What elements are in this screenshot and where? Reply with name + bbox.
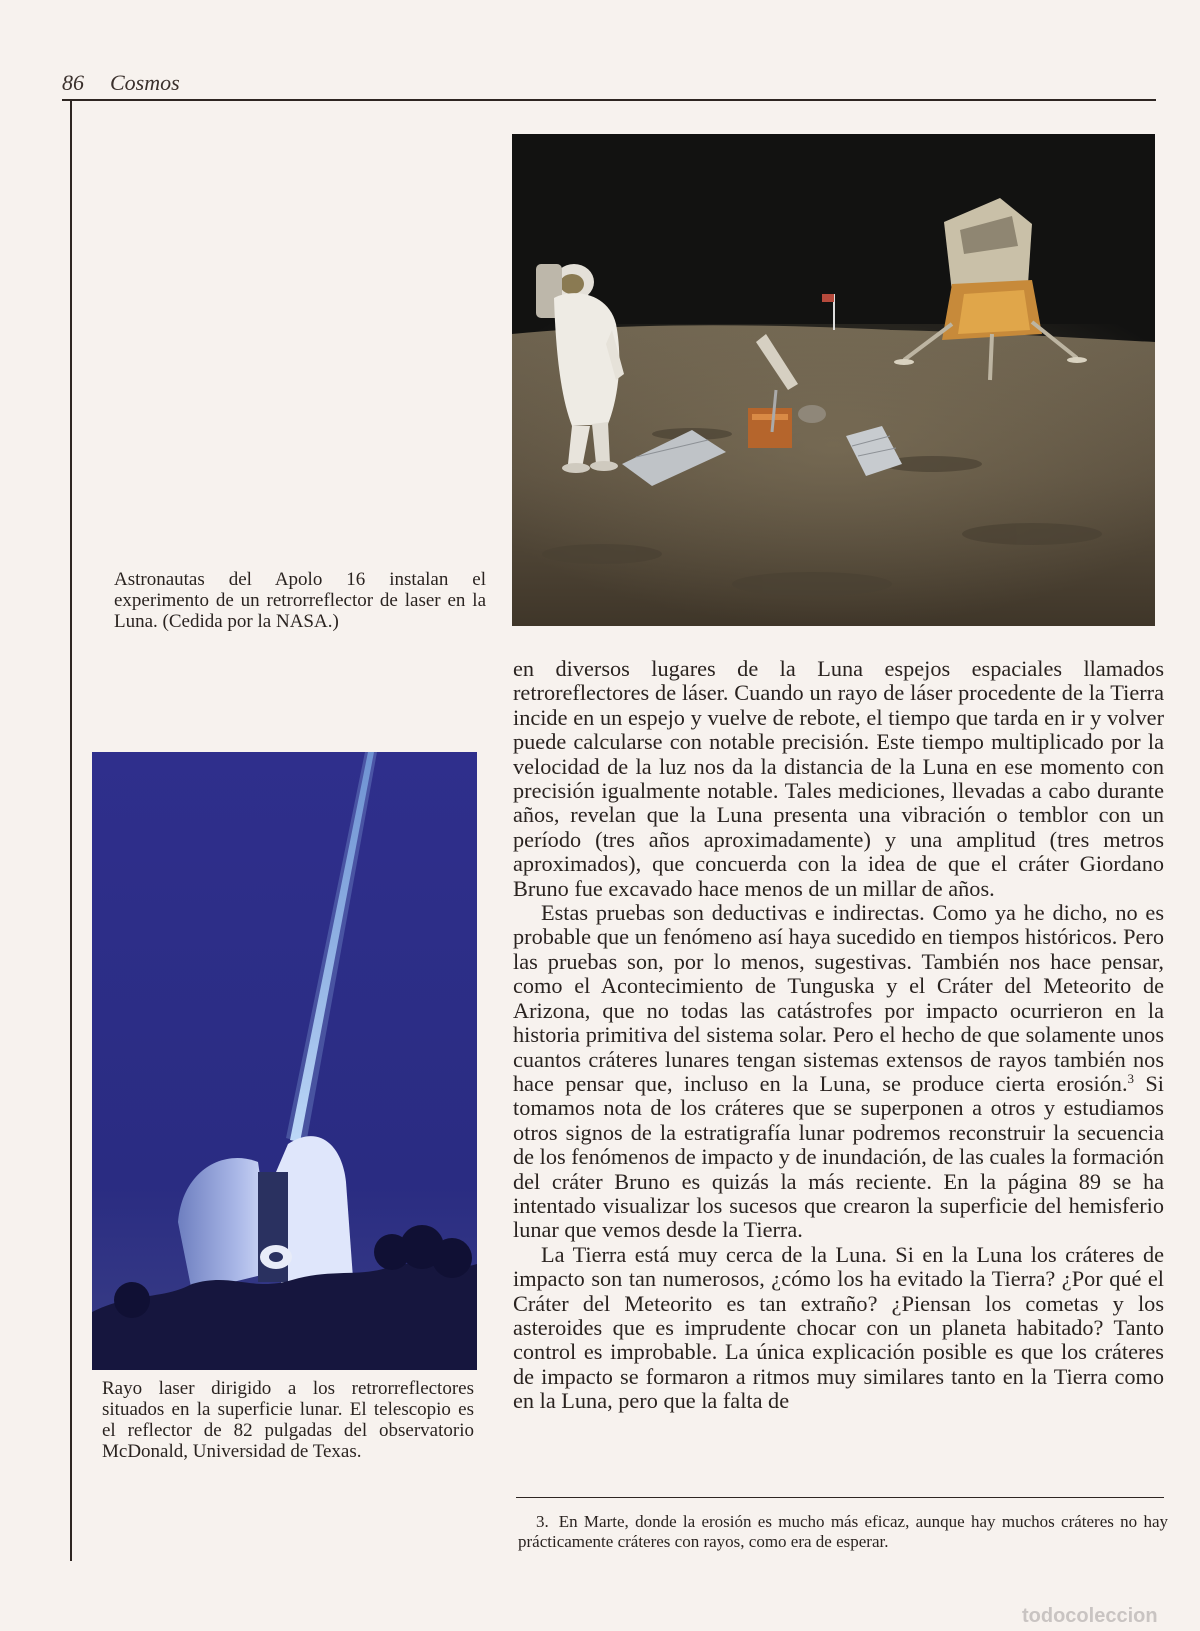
- laser-photo-caption: [102, 1378, 474, 1462]
- laser-caption-text: Rayo laser dirigido a los retrorreflectores situados en la superficie lunar. El telescopio es el reflector de 82 pulgadas del observatorio McDonald, Universidad de Texas.: [102, 1378, 474, 1462]
- paragraph-3: La Tierra está muy cerca de la Luna. Si en la Luna los cráteres de impacto son tan numerosos, ¿cómo los ha evitado la Tierra? ¿Por qué el Cráter del Meteorito es tan extraño? ¿Piensan los cometas y los asteroides que es imprudente chocar con un planeta habitado? Tanto control es improbable. La única explicación posible es que los cráteres de impacto se formaron a ritmos muy similares tanto en la Tierra como en la Luna, pero que la falta de: [513, 1241, 1164, 1414]
- laser-telescope-photo: [92, 752, 477, 1370]
- paragraph-2-text-b: Si tomamos nota de los cráteres que se superponen a otros y estudiamos otros signos de la estratigrafía lunar podremos reconstruir la secuencia de los fenómenos de impacto y de inundación, de las cuales la formación del cráter Bruno es quizás la más reciente. En la página 89 se ha intentado visualizar los sucesos que crearon la superficie del hemisferio lunar que vemos desde la Tierra.: [513, 1070, 1164, 1243]
- paragraph-1: en diversos lugares de la Luna espejos espaciales llamados retroreflectores de láser. Cuando un rayo de láser procedente de la Tierra incide en un espejo y vuelve de rebote, el tiempo que tarda en ir y volver puede calcularse con notable precisión. Este tiempo multiplicado por la velocidad de la luz nos da la distancia de la Luna en ese momento con precisión igualmente notable. Tales mediciones, llevadas a cabo durante años, revelan que la Luna presenta una vibración o temblor con un período (tres años aproximadamente) y una amplitud (tres metros aproximados), que concuerda con la idea de que el cráter Giordano Bruno fue excavado hace menos de un millar de años.: [513, 656, 1164, 901]
- moon-photo-caption: [114, 569, 486, 632]
- margin-rule: [70, 99, 72, 1561]
- moon-caption-text: Astronautas del Apolo 16 instalan el experimento de un retrorreflector de laser en la Luna. (Cedida por la NASA.): [114, 569, 486, 632]
- footnote-text: En Marte, donde la erosión es mucho más eficaz, aunque hay muchos cráteres no hay prácticamente cráteres con rayos, como era de esperar.: [518, 1512, 1168, 1551]
- footnote: [518, 1512, 1168, 1552]
- running-title: Cosmos: [110, 70, 180, 95]
- header-rule: [62, 99, 1156, 101]
- footnote-number: 3.: [536, 1512, 549, 1531]
- apollo-moon-photo: [512, 134, 1155, 626]
- footnote-rule: [516, 1497, 1164, 1498]
- paragraph-2-text-a: Estas pruebas son deductivas e indirectas. Como ya he dicho, no es probable que un fenómeno así haya sucedido en tiempos históricos. Pero las pruebas son, por lo menos, sugestivas. También nos hace pensar, como el Acontecimiento de Tunguska y el Cráter del Meteorito de Arizona, que no todas las catástrofes por impacto ocurrieron en la historia primitiva del sistema solar. Pero el hecho de que solamente unos cuantos cráteres lunares tengan sistemas extensos de rayos también nos hace pensar que, incluso en la Luna, se produce cierta erosión.: [513, 900, 1164, 1096]
- watermark: todocoleccion: [1022, 1605, 1158, 1627]
- footnote-reference: 3: [1127, 1070, 1135, 1086]
- page-number: 86: [62, 70, 84, 95]
- paragraph-2: [513, 901, 1164, 1243]
- body-text-column: [513, 657, 1164, 1414]
- running-header: [62, 70, 180, 96]
